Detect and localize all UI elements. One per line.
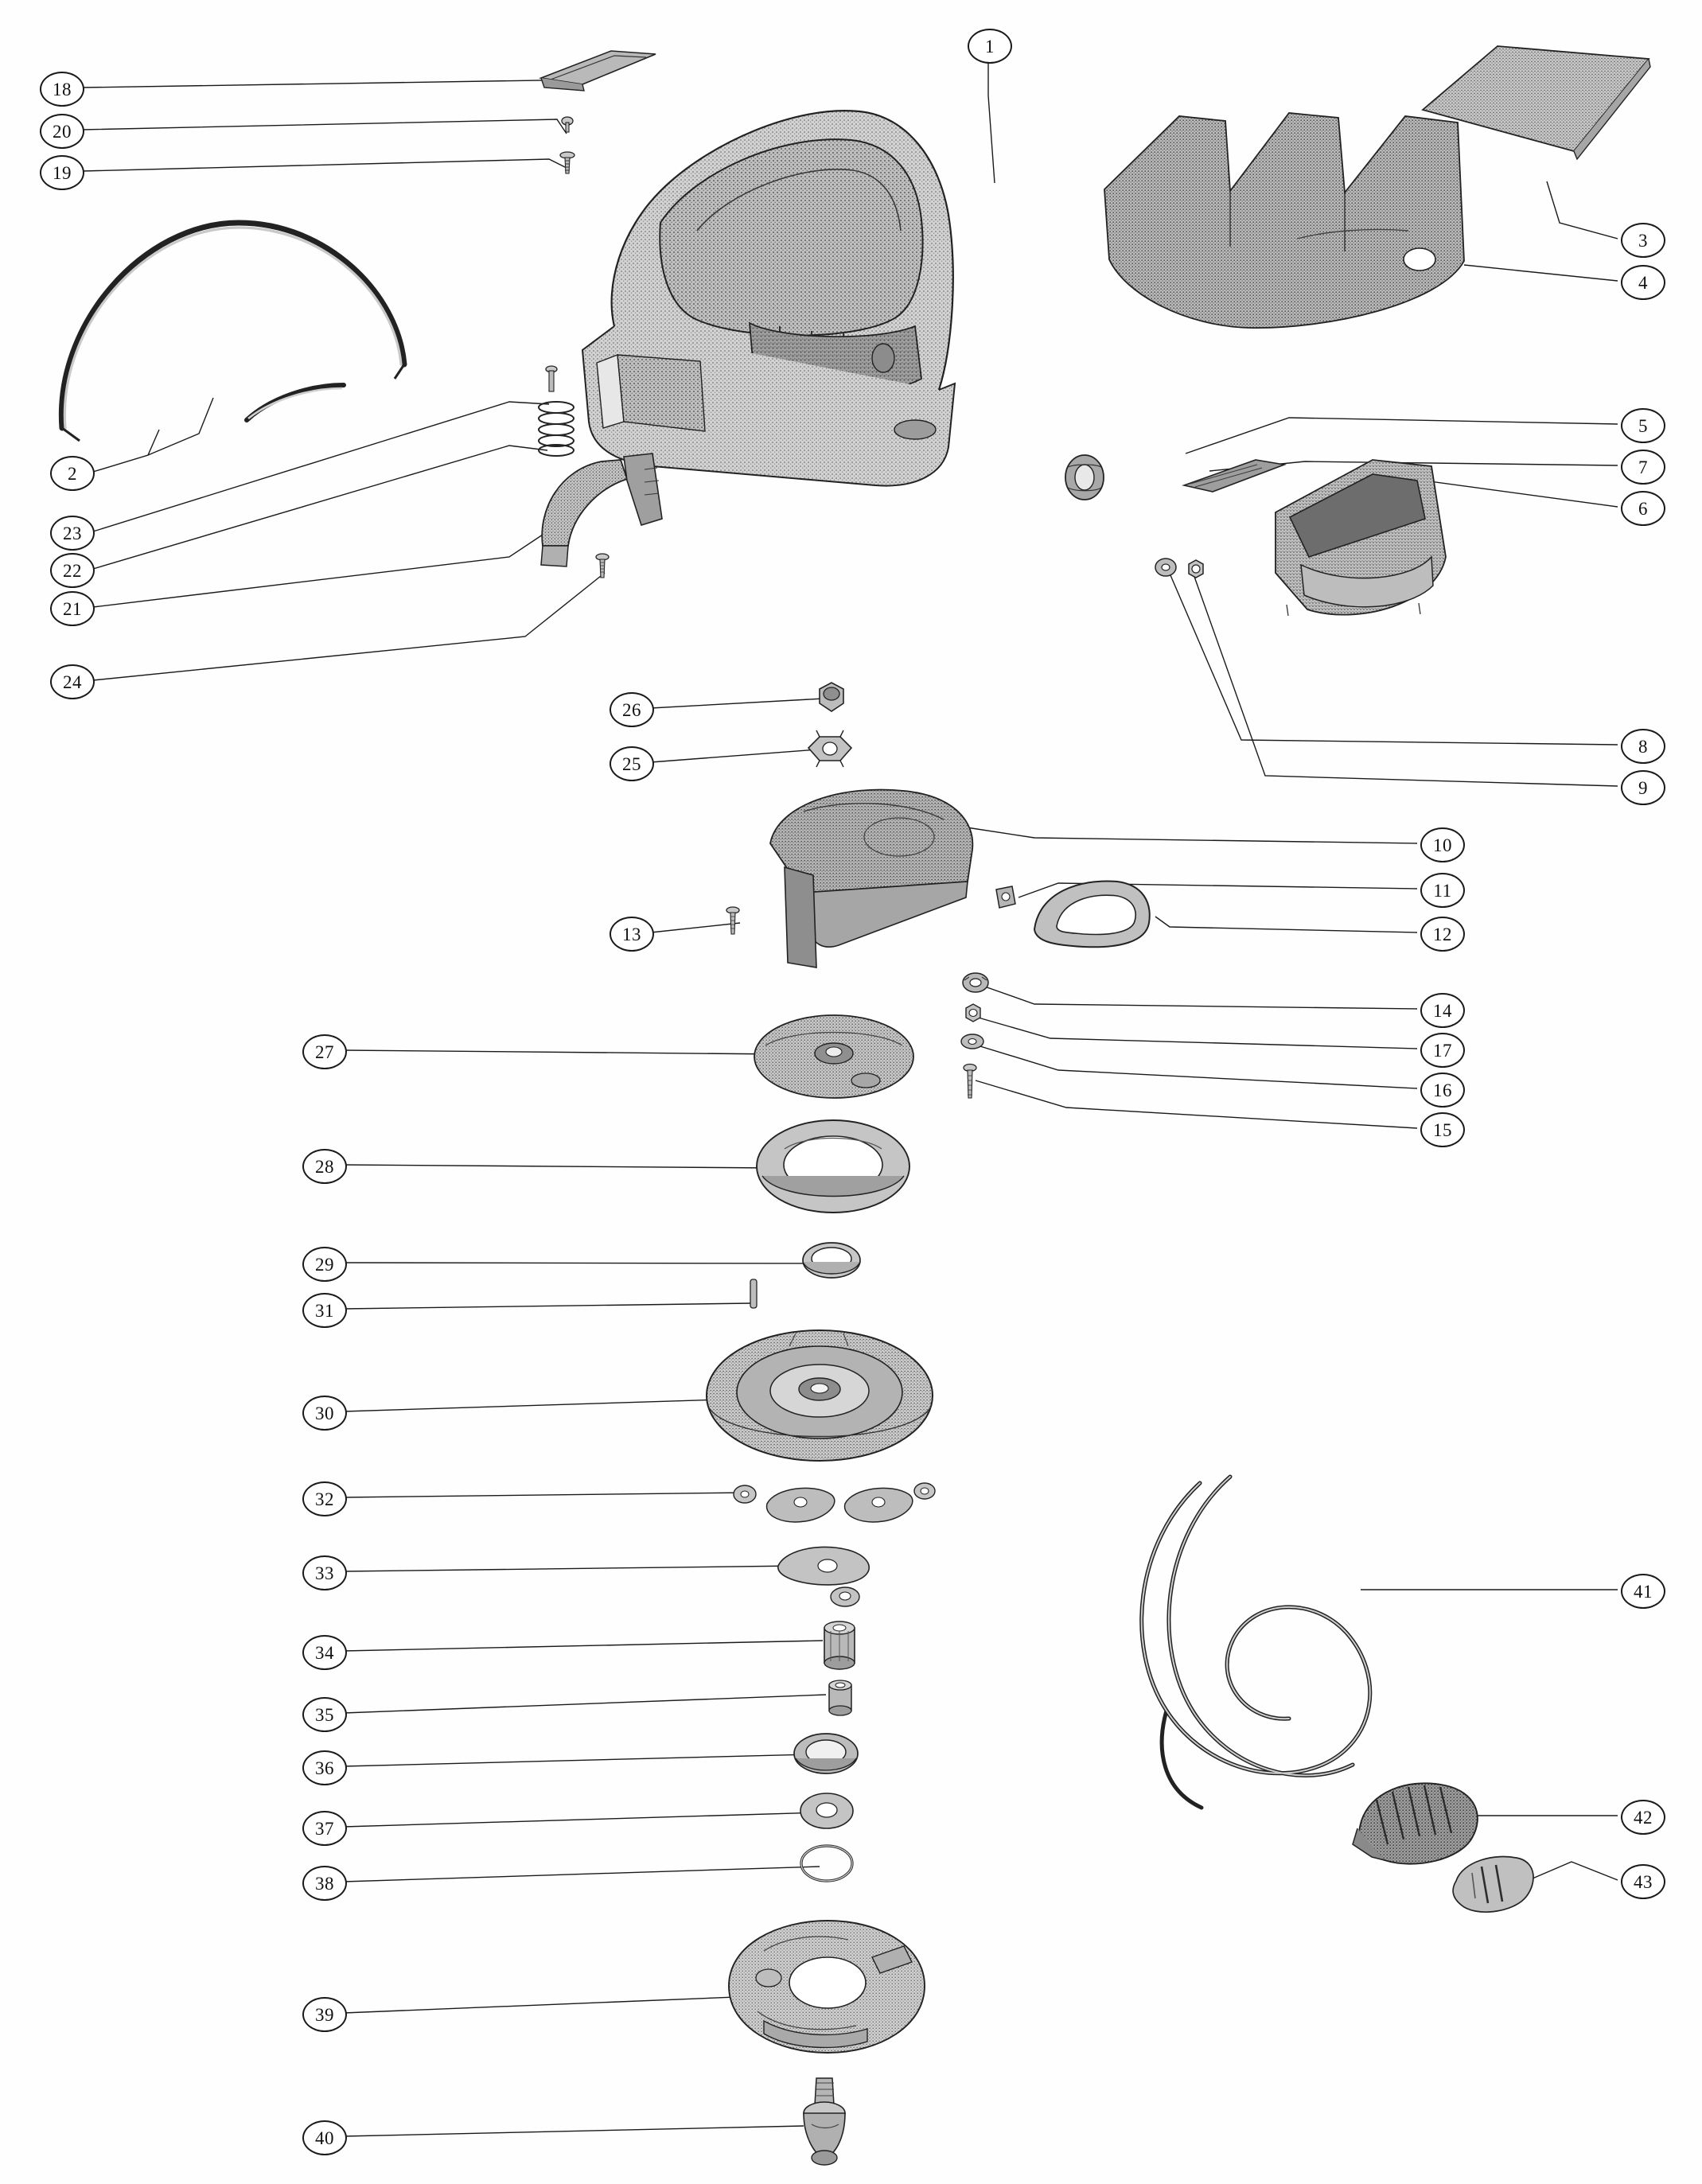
callout-label: 12 xyxy=(1433,924,1452,944)
callout-41[interactable] xyxy=(1621,1574,1665,1609)
callout-26[interactable] xyxy=(610,692,654,727)
callout-31[interactable] xyxy=(302,1293,347,1328)
callout-label: 42 xyxy=(1634,1807,1653,1828)
part-thrust-washer xyxy=(796,1789,858,1833)
part-starter-rope xyxy=(1114,1448,1432,1822)
callout-label: 3 xyxy=(1638,230,1648,251)
callout-4[interactable] xyxy=(1621,265,1665,300)
part-sound-insulation-panel-large xyxy=(1090,103,1472,366)
callout-label: 31 xyxy=(315,1300,334,1321)
callout-label: 10 xyxy=(1433,835,1452,855)
callout-label: 30 xyxy=(315,1403,334,1423)
callout-label: 14 xyxy=(1433,1000,1452,1021)
callout-2[interactable] xyxy=(50,456,95,491)
part-retaining-ring xyxy=(796,1841,858,1886)
callout-label: 26 xyxy=(622,699,641,720)
callout-label: 15 xyxy=(1433,1119,1452,1140)
callout-label: 24 xyxy=(63,672,82,692)
callout-3[interactable] xyxy=(1621,223,1665,258)
part-spacer-ring xyxy=(797,1235,866,1291)
callout-17[interactable] xyxy=(1420,1033,1465,1068)
part-pin-lever xyxy=(541,363,562,395)
part-screw-bracket xyxy=(722,904,743,939)
callout-label: 20 xyxy=(53,121,72,142)
callout-37[interactable] xyxy=(302,1811,347,1846)
callout-13[interactable] xyxy=(610,917,654,952)
part-pawl-link-plate xyxy=(770,1536,886,1588)
part-friction-spring-ring xyxy=(789,1728,863,1779)
callout-label: 16 xyxy=(1433,1080,1452,1100)
callout-20[interactable] xyxy=(40,114,84,149)
callout-label: 36 xyxy=(315,1758,334,1778)
part-starter-cap-nut xyxy=(812,678,851,716)
part-flat-washer xyxy=(958,1031,987,1052)
callout-39[interactable] xyxy=(302,1997,347,2032)
callout-label: 38 xyxy=(315,1873,334,1894)
callout-8[interactable] xyxy=(1621,729,1665,764)
callout-label: 13 xyxy=(622,924,641,944)
callout-label: 18 xyxy=(53,79,72,99)
part-starter-shaft-bolt xyxy=(781,2073,869,2174)
part-starter-cover-plate xyxy=(746,1004,921,1108)
callout-35[interactable] xyxy=(302,1697,347,1732)
callout-43[interactable] xyxy=(1621,1864,1665,1899)
callout-label: 5 xyxy=(1638,415,1648,436)
callout-label: 34 xyxy=(315,1642,334,1663)
callout-23[interactable] xyxy=(50,516,95,551)
callout-label: 7 xyxy=(1638,457,1648,477)
callout-label: 21 xyxy=(63,598,82,619)
callout-5[interactable] xyxy=(1621,408,1665,443)
callout-24[interactable] xyxy=(50,664,95,699)
part-cowl-latch-assembly xyxy=(1261,446,1460,637)
callout-28[interactable] xyxy=(302,1149,347,1184)
part-grommet xyxy=(1058,450,1111,505)
callout-label: 6 xyxy=(1638,498,1648,519)
callout-21[interactable] xyxy=(50,591,95,626)
callout-label: 43 xyxy=(1634,1871,1653,1892)
callout-label: 4 xyxy=(1638,272,1648,293)
callout-30[interactable] xyxy=(302,1396,347,1431)
callout-19[interactable] xyxy=(40,155,84,190)
callout-40[interactable] xyxy=(302,2120,347,2155)
callout-label: 39 xyxy=(315,2004,334,2025)
callout-11[interactable] xyxy=(1420,873,1465,908)
callout-42[interactable] xyxy=(1621,1800,1665,1835)
callout-22[interactable] xyxy=(50,553,95,588)
part-recoil-spring-housing xyxy=(750,1114,917,1219)
callout-32[interactable] xyxy=(302,1481,347,1516)
callout-label: 19 xyxy=(53,162,72,183)
callout-7[interactable] xyxy=(1621,450,1665,485)
callout-label: 41 xyxy=(1634,1581,1653,1602)
part-small-washer xyxy=(828,1583,863,1610)
part-nut-small xyxy=(960,1001,987,1026)
part-pin-pulley xyxy=(746,1276,761,1311)
callout-label: 40 xyxy=(315,2128,334,2148)
part-nut xyxy=(1182,557,1209,582)
part-pawl-set xyxy=(730,1462,937,1534)
callout-6[interactable] xyxy=(1621,491,1665,526)
callout-33[interactable] xyxy=(302,1555,347,1590)
callout-label: 37 xyxy=(315,1818,334,1839)
callout-29[interactable] xyxy=(302,1247,347,1282)
callout-34[interactable] xyxy=(302,1635,347,1670)
callout-label: 2 xyxy=(68,463,77,484)
part-bushing xyxy=(820,1676,861,1720)
callout-10[interactable] xyxy=(1420,827,1465,862)
callout-label: 35 xyxy=(315,1704,334,1725)
callout-label: 23 xyxy=(63,523,82,543)
callout-label: 22 xyxy=(63,560,82,581)
part-starter-handle xyxy=(1023,874,1159,953)
callout-18[interactable] xyxy=(40,72,84,107)
callout-label: 9 xyxy=(1638,777,1648,798)
callout-16[interactable] xyxy=(1420,1073,1465,1108)
callout-label: 1 xyxy=(985,36,995,56)
part-screw-lever xyxy=(592,551,613,582)
part-starter-base-plate xyxy=(716,1910,939,2069)
callout-15[interactable] xyxy=(1420,1112,1465,1147)
callout-label: 27 xyxy=(315,1041,334,1062)
part-lock-washer xyxy=(960,969,991,996)
callout-38[interactable] xyxy=(302,1866,347,1901)
callout-36[interactable] xyxy=(302,1750,347,1785)
callout-label: 17 xyxy=(1433,1040,1452,1061)
callout-label: 32 xyxy=(315,1489,334,1509)
part-recoil-pulley-sheave xyxy=(700,1313,939,1480)
part-starter-pulley-clip xyxy=(804,729,856,769)
callout-label: 28 xyxy=(315,1156,334,1177)
callout-25[interactable] xyxy=(610,746,654,781)
part-handle-insert xyxy=(1443,1844,1542,1924)
callout-label: 33 xyxy=(315,1563,334,1583)
callout-1[interactable] xyxy=(968,29,1012,64)
callout-label: 8 xyxy=(1638,736,1648,757)
part-cowl-seal-strip xyxy=(48,205,414,444)
part-hub-spacer xyxy=(813,1615,866,1677)
callout-label: 25 xyxy=(622,753,641,774)
part-washer xyxy=(1152,555,1179,579)
part-starter-bracket xyxy=(756,780,987,971)
callout-label: 11 xyxy=(1433,880,1452,901)
callout-27[interactable] xyxy=(302,1034,347,1069)
part-bolt xyxy=(960,1061,980,1103)
callout-14[interactable] xyxy=(1420,993,1465,1028)
callout-label: 29 xyxy=(315,1254,334,1275)
callout-12[interactable] xyxy=(1420,917,1465,952)
callout-9[interactable] xyxy=(1621,770,1665,805)
part-bushing-block xyxy=(990,882,1022,913)
